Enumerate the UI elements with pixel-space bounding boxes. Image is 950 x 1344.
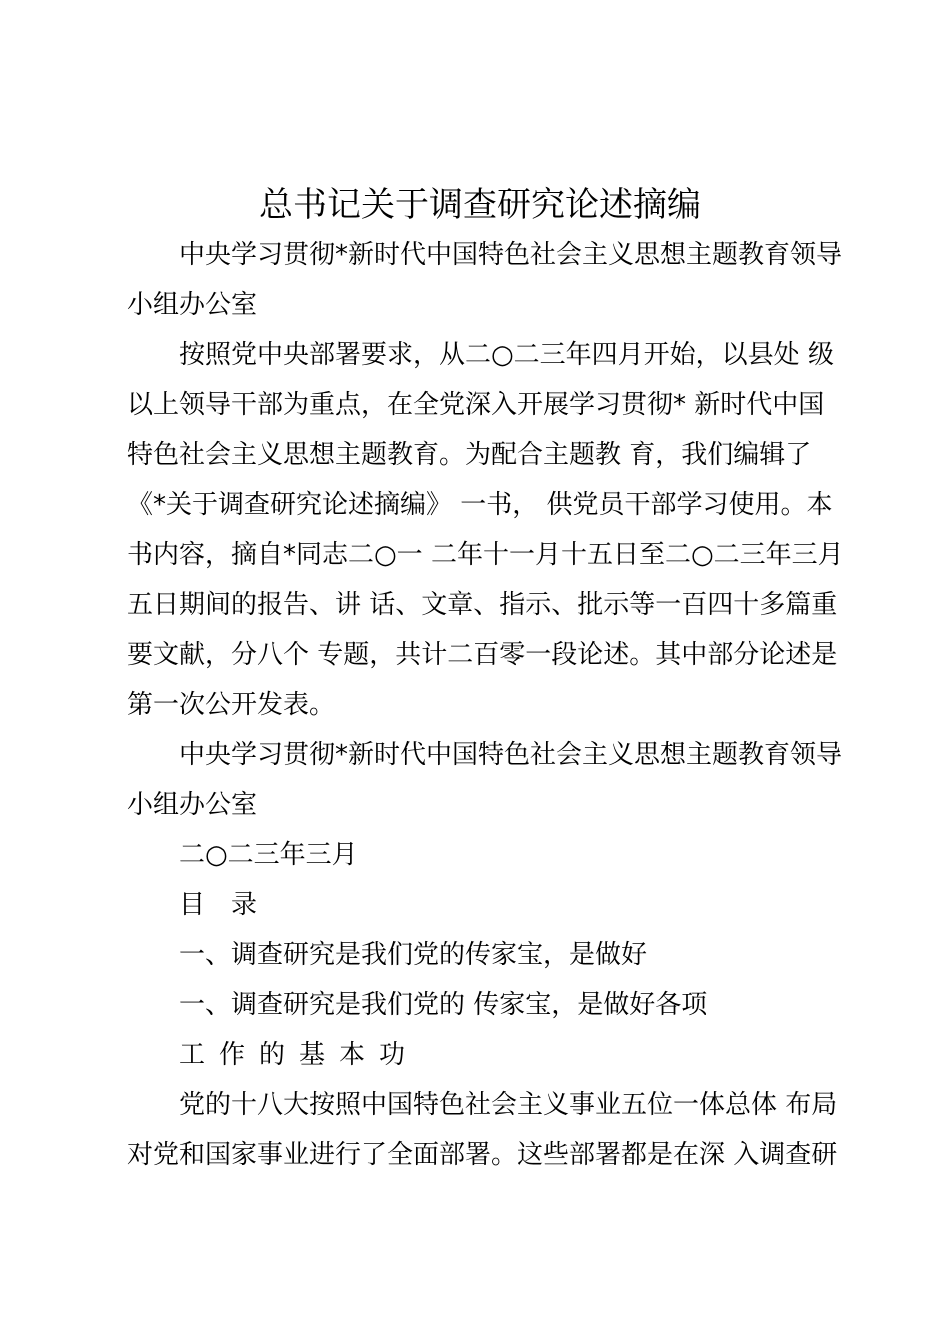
preface-line: 要文献，分八个 专题，共计二百零一段论述。其中部分论述是	[127, 640, 838, 670]
preface-line: 书内容，摘自*同志二○一 二年十一月十五日至二○二三年三月	[127, 540, 844, 570]
body-paragraph-line: 对党和国家事业进行了全面部署。这些部署都是在深 入调查研	[127, 1140, 838, 1170]
section-heading-cont: 工作的基本功	[179, 1040, 420, 1070]
signature-line-cont: 小组办公室	[127, 790, 258, 820]
signature-line: 中央学习贯彻*新时代中国特色社会主义思想主题教育领导	[179, 740, 843, 770]
issuer-line-cont: 小组办公室	[127, 290, 258, 320]
document-body	[127, 230, 844, 1180]
body-paragraph-line: 党的十八大按照中国特色社会主义事业五位一体总体 布局	[179, 1090, 838, 1120]
preface-line: 《*关于调查研究论述摘编》 一书， 供党员干部学习使用。本	[127, 490, 833, 520]
document-title: 总书记关于调查研究论述摘编	[259, 185, 701, 225]
section-heading: 一、调查研究是我们党的 传家宝，是做好各项	[179, 990, 708, 1020]
preface-line: 五日期间的报告、讲 话、文章、指示、批示等一百四十多篇重	[127, 590, 838, 620]
preface-line: 第一次公开发表。	[127, 690, 336, 720]
preface-line: 特色社会主义思想主题教育。为配合主题教 育，我们编辑了	[127, 440, 812, 470]
issuer-line: 中央学习贯彻*新时代中国特色社会主义思想主题教育领导	[179, 240, 843, 270]
preface-line: 按照党中央部署要求，从二○二三年四月开始，以县处 级	[179, 340, 834, 370]
preface-line: 以上领导干部为重点，在全党深入开展学习贯彻* 新时代中国	[127, 390, 825, 420]
date-line: 二○二三年三月	[179, 840, 358, 870]
toc-heading: 目 录	[179, 890, 258, 920]
toc-entry: 一、调查研究是我们党的传家宝，是做好	[179, 940, 648, 970]
